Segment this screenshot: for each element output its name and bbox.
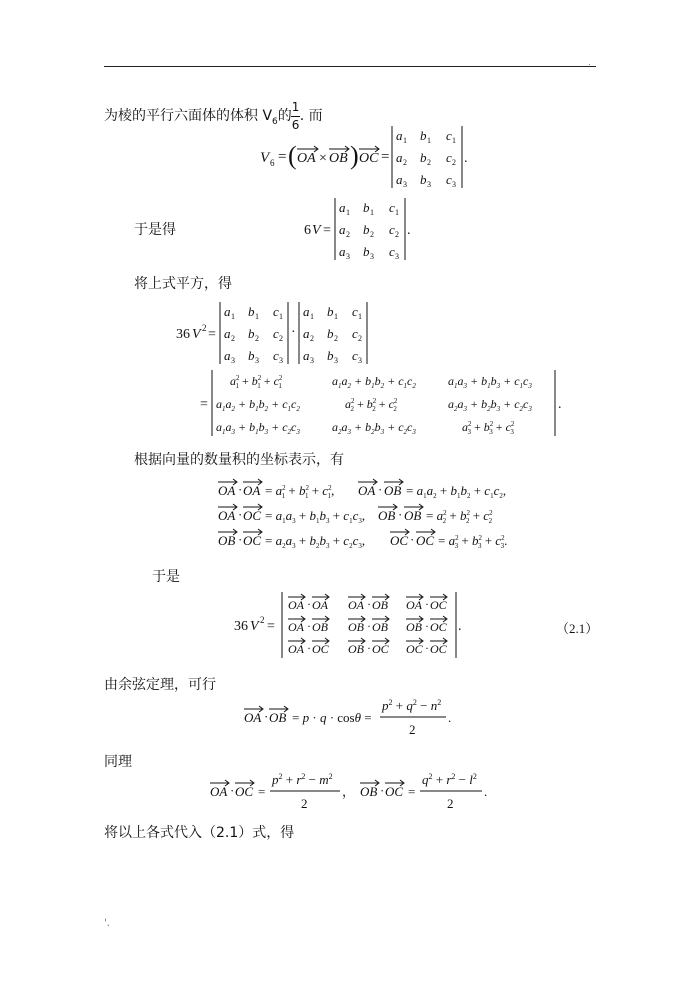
para-same: 同理 [104, 754, 132, 770]
svg-text:OB: OB [269, 710, 287, 725]
svg-text:·: · [367, 619, 371, 633]
svg-text:3: 3 [310, 356, 314, 365]
svg-text:=: = [381, 149, 390, 165]
svg-text:·: · [425, 619, 429, 633]
svg-text:.: . [484, 784, 488, 799]
svg-text:a: a [396, 128, 403, 143]
svg-text:2: 2 [427, 158, 431, 167]
equation-dot-products [218, 476, 548, 554]
svg-text:OC: OC [390, 533, 409, 548]
svg-text:6: 6 [270, 158, 275, 168]
svg-text:OB: OB [372, 620, 388, 634]
svg-text:=: = [267, 619, 275, 634]
svg-text:b: b [420, 128, 427, 143]
svg-text:OB: OB [329, 151, 348, 166]
svg-text:V: V [192, 327, 201, 342]
svg-text:OC: OC [235, 784, 254, 799]
svg-text:a: a [396, 172, 403, 187]
svg-text:3: 3 [452, 180, 456, 189]
svg-text:·: · [264, 709, 269, 724]
para-cos: 由余弦定理，可行 [104, 677, 216, 693]
equation-v6-determinant [260, 124, 480, 190]
svg-text:a1a3 + b1b3 + c2c3: $a_1a_3 + b_1b_3 + c_2c_3$ [216, 420, 300, 436]
svg-text:3: 3 [231, 356, 235, 365]
svg-text:a: a [224, 326, 231, 341]
svg-text:= a1a2 + b1b2 + c1c2,: = $a_1a_2 + b_1b_2 + c_1c_2$, [406, 483, 507, 500]
svg-text:OA: OA [312, 598, 328, 612]
svg-text:·: · [367, 641, 371, 655]
svg-text:=: = [200, 397, 208, 412]
svg-text:·: · [425, 597, 429, 611]
intro-suffix-post: . 而 [299, 108, 323, 124]
svg-text:a23 + b23 + c23: $a^2$ $3 + b^2$ $3 + c^2$ 3 [462, 420, 515, 436]
svg-text:·: · [230, 783, 235, 798]
svg-text:a: a [339, 222, 346, 237]
svg-text:c: c [446, 150, 452, 165]
svg-text:OC: OC [416, 533, 435, 548]
svg-text:b: b [327, 304, 334, 319]
svg-text:c: c [389, 222, 395, 237]
svg-text:2: 2 [395, 230, 399, 239]
svg-text:b: b [363, 222, 370, 237]
svg-text:3: 3 [358, 356, 362, 365]
svg-text:OC: OC [359, 151, 379, 166]
svg-text:b: b [248, 326, 255, 341]
svg-text:.: . [448, 710, 452, 725]
header-rule [104, 66, 596, 67]
svg-text:p2 + q2 − n2: $p^2 + q^2 - n^2$ [382, 698, 442, 713]
svg-text:3: 3 [395, 252, 399, 261]
svg-text:2: 2 [370, 230, 374, 239]
svg-text:2: 2 [447, 796, 454, 811]
svg-text:V: V [260, 150, 270, 166]
svg-text:OA: OA [288, 642, 304, 656]
svg-text:OC: OC [372, 642, 389, 656]
svg-text:OA: OA [297, 151, 316, 166]
svg-text:OB: OB [218, 533, 236, 548]
svg-text:OC: OC [243, 533, 262, 548]
svg-text:，: ， [342, 784, 356, 799]
svg-text:c: c [389, 244, 395, 259]
svg-text:OA: OA [348, 598, 364, 612]
svg-text:q2 + r2 − l2: $q^2 + r^2 - l^2$ [422, 772, 477, 787]
svg-text:OB: OB [348, 642, 364, 656]
intro-frac-den: 6 [291, 118, 300, 132]
svg-text:·: · [238, 532, 243, 547]
svg-text:·: · [380, 783, 385, 798]
svg-text:= a2a3 + b2b3 + c2c3,: = $a_2a_3 + b_2b_3 + c_2c_3$, [265, 533, 366, 550]
intro-suffix-pre: 的 [277, 108, 292, 124]
para-square: 将上式平方，得 [134, 276, 232, 292]
svg-text:p2 + r2 − m2: $p^2 + r^2 - m^2$ [272, 772, 333, 787]
svg-text:a1a2 + b1b2 + c1c2: $a_1a_2 + b_1b_2 + c_1c_2$ [332, 374, 416, 390]
svg-text:1: 1 [310, 312, 314, 321]
svg-text:b: b [363, 244, 370, 259]
svg-text:= p · q · cosθ =: = p · q · cosθ = [292, 710, 372, 725]
svg-text:1: 1 [231, 312, 235, 321]
svg-text:b: b [420, 150, 427, 165]
svg-text:V: V [312, 223, 321, 238]
svg-text:OA: OA [243, 483, 261, 498]
svg-text:OA: OA [218, 483, 236, 498]
svg-text:OB: OB [384, 483, 402, 498]
svg-text:·: · [410, 532, 415, 547]
equation-cosine-pair [210, 770, 500, 816]
svg-text:1: 1 [255, 312, 259, 321]
svg-text:·: · [238, 482, 243, 497]
svg-text:OA: OA [288, 620, 304, 634]
para-substitute: 将以上各式代入（2.1）式，得 [104, 825, 295, 841]
svg-text:·: · [398, 507, 403, 522]
para-yushi: 于是得 [134, 222, 176, 238]
para-yushi2: 于是 [152, 569, 180, 585]
svg-text:2: 2 [255, 334, 259, 343]
svg-text:1: 1 [403, 136, 407, 145]
svg-text:2: 2 [334, 334, 338, 343]
svg-text:c: c [389, 200, 395, 215]
svg-text:·: · [238, 507, 243, 522]
equation-6v-determinant [304, 196, 424, 262]
svg-text:1: 1 [279, 312, 283, 321]
svg-text:a21 + b21 + c21: $a^2$ $1 + b^2$ $1 + c^2$ 1 [230, 374, 283, 390]
svg-text:OA: OA [244, 710, 262, 725]
svg-text:OA: OA [358, 483, 376, 498]
svg-text:2: 2 [301, 796, 308, 811]
svg-text:.: . [464, 151, 468, 166]
svg-text:a: a [339, 200, 346, 215]
svg-text:OC: OC [385, 784, 404, 799]
svg-text:c: c [352, 348, 358, 363]
svg-text:a1a2 + b1b2 + c1c2: $a_1a_2 + b_1b_2 + c_1c_2$ [216, 397, 300, 413]
svg-text:3: 3 [255, 356, 259, 365]
svg-text:a: a [303, 326, 310, 341]
svg-text:2: 2 [202, 323, 207, 333]
svg-text:OC: OC [243, 508, 262, 523]
svg-text:c: c [273, 348, 279, 363]
svg-text:OB: OB [404, 508, 422, 523]
svg-text:b: b [420, 172, 427, 187]
svg-text:OB: OB [406, 620, 422, 634]
svg-text:b: b [248, 348, 255, 363]
svg-text:a1a3 + b1b3 + c1c3: $a_1a_3 + b_1b_3 + c_1c_3$ [448, 374, 532, 390]
svg-text:a: a [224, 304, 231, 319]
svg-text:·: · [291, 325, 296, 340]
svg-text:a: a [339, 244, 346, 259]
svg-text:.: . [407, 223, 411, 238]
svg-text:OC: OC [406, 642, 423, 656]
svg-text:1: 1 [427, 136, 431, 145]
svg-text:b: b [327, 348, 334, 363]
svg-text:OC: OC [430, 620, 447, 634]
equation-law-of-cosines [244, 696, 464, 742]
intro-frac-num: 1 [291, 100, 300, 114]
svg-text:c: c [446, 172, 452, 187]
svg-text:= a22 + b22 + c22: = $a^2$ $2 + b^2$ $2 + c^2$ 2 [426, 508, 493, 525]
svg-text:c: c [352, 304, 358, 319]
svg-text:c: c [273, 304, 279, 319]
svg-text:V: V [250, 619, 259, 634]
para-vector: 根据向量的数量积的坐标表示，有 [134, 452, 344, 468]
svg-text:3: 3 [427, 180, 431, 189]
svg-text:OB: OB [348, 620, 364, 634]
svg-text:a: a [224, 348, 231, 363]
svg-text:=: = [323, 223, 331, 238]
svg-text:2: 2 [231, 334, 235, 343]
svg-text:OA: OA [406, 598, 422, 612]
svg-text:3: 3 [334, 356, 338, 365]
svg-text:1: 1 [370, 208, 374, 217]
svg-text:·: · [425, 641, 429, 655]
equation-expanded-determinant [200, 368, 570, 438]
svg-text:2: 2 [279, 334, 283, 343]
svg-text:b: b [363, 200, 370, 215]
svg-text:c: c [352, 326, 358, 341]
svg-text:1: 1 [395, 208, 399, 217]
svg-text:3: 3 [370, 252, 374, 261]
svg-text:OA: OA [288, 598, 304, 612]
svg-text:.: . [558, 397, 562, 412]
svg-text:OA: OA [210, 784, 228, 799]
svg-text:2: 2 [260, 615, 265, 625]
svg-text:2: 2 [403, 158, 407, 167]
svg-text:1: 1 [358, 312, 362, 321]
svg-text:3: 3 [279, 356, 283, 365]
svg-text:3: 3 [346, 252, 350, 261]
svg-text:c: c [446, 128, 452, 143]
svg-text:2: 2 [310, 334, 314, 343]
svg-text:OA: OA [218, 508, 236, 523]
svg-text:1: 1 [334, 312, 338, 321]
svg-text:1: 1 [452, 136, 456, 145]
equation-gram-determinant [234, 590, 474, 660]
svg-text:2: 2 [409, 722, 416, 737]
svg-text:OC: OC [430, 642, 447, 656]
svg-text:= a1a3 + b1b3 + c1c3,: = $a_1a_3 + b_1b_3 + c_1c_3$, [265, 508, 366, 525]
equation-36v2-product [176, 300, 376, 366]
svg-text:c: c [273, 326, 279, 341]
svg-text:OB: OB [378, 508, 396, 523]
svg-text:·: · [307, 619, 311, 633]
svg-text:= a23 + b23 + c23.: = $a^2$ $3 + b^2$ $3 + c^2$ 3. [438, 533, 508, 550]
svg-text:=: = [278, 149, 287, 165]
svg-text:·: · [378, 482, 383, 497]
svg-text:OB: OB [312, 620, 328, 634]
svg-text:b: b [248, 304, 255, 319]
svg-text:OB: OB [360, 784, 378, 799]
svg-text:36: 36 [234, 619, 248, 634]
svg-text:1: 1 [346, 208, 350, 217]
svg-text:=: = [408, 784, 416, 799]
svg-text:=: = [258, 784, 266, 799]
intro-prefix: 为棱的平行六面体的体积 V [104, 108, 273, 124]
svg-text:a: a [303, 304, 310, 319]
svg-text:2: 2 [358, 334, 362, 343]
svg-text:36: 36 [176, 327, 190, 342]
svg-text:·: · [367, 597, 371, 611]
svg-text:= a21 + b21 + c21,: = $a^2$ $1 + b^2$ $1 + c^2$ 1, [265, 483, 335, 500]
svg-text:OB: OB [372, 598, 388, 612]
intro-sub: 6 [272, 116, 278, 127]
svg-text:): ) [350, 141, 359, 170]
corner-mark: . [588, 58, 591, 68]
svg-text:(: ( [288, 141, 297, 170]
svg-text:3: 3 [403, 180, 407, 189]
svg-text:a2a3 + b2b3 + c2c3: $a_2a_3 + b_2b_3 + c_2c_3$ [448, 397, 532, 413]
svg-text:·: · [307, 641, 311, 655]
svg-text:×: × [319, 151, 327, 166]
svg-text:2: 2 [452, 158, 456, 167]
svg-text:·: · [307, 597, 311, 611]
equation-number: （2.1） [556, 621, 599, 636]
svg-text:OC: OC [312, 642, 329, 656]
svg-text:b: b [327, 326, 334, 341]
svg-text:a22 + b22 + c22: $a^2$ $2 + b^2$ $2 + c^2$ 2 [345, 397, 398, 413]
svg-text:=: = [208, 327, 216, 342]
foot-mark: '. [104, 918, 110, 929]
svg-text:a: a [303, 348, 310, 363]
svg-text:a2a3 + b2b3 + c2c3: $a_2a_3 + b_2b_3 + c_2c_3$ [332, 420, 416, 436]
svg-text:2: 2 [346, 230, 350, 239]
svg-text:.: . [458, 619, 462, 634]
svg-text:6: 6 [304, 223, 311, 238]
svg-text:OC: OC [430, 598, 447, 612]
svg-text:a: a [396, 150, 403, 165]
